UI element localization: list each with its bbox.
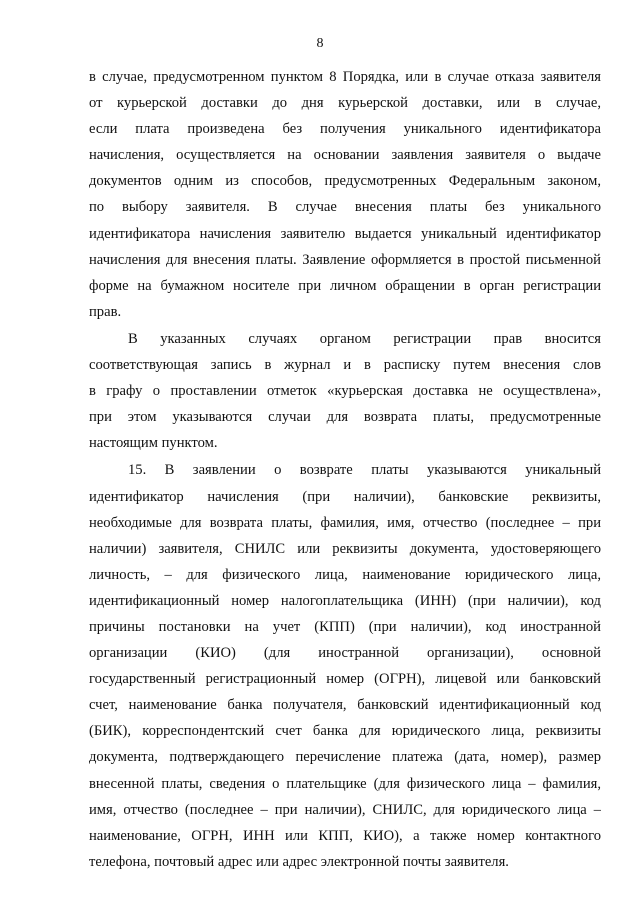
body-text (89, 64, 601, 875)
paragraph-1 (89, 64, 601, 325)
text-line: форме на бумажном носителе при личном обращении в орган регистрации (89, 277, 601, 294)
text-line: документа, подтверждающего перечисление платежа (дата, номер), размер (89, 749, 601, 766)
text-line: В указанных случаях органом регистрации прав вносится (128, 330, 601, 347)
text-line: внесенной платы, сведения о плательщике (для физического лица – фамилия, (89, 775, 601, 792)
text-line: причины постановки на учет (КПП) (при наличии), код иностранной (89, 618, 601, 635)
paragraph-2 (89, 326, 601, 456)
text-line: (БИК), корреспондентский счет банка для юридического лица, реквизиты (89, 723, 601, 740)
text-line: настоящим пунктом. (89, 435, 218, 452)
text-line: идентификатора начисления заявителю выдается уникальный идентификатор (89, 225, 601, 242)
page-number: 8 (316, 36, 324, 51)
text-line: идентификационный номер налогоплательщика (ИНН) (при наличии), код (89, 592, 601, 609)
text-line: соответствующая запись в журнал и в расписку путем внесения слов (89, 357, 601, 374)
text-line: в случае, предусмотренном пунктом 8 Порядка, или в случае отказа заявителя (89, 69, 601, 85)
text-line: организации (КИО) (для иностранной организации), основной (89, 645, 601, 662)
text-line: наименование, ОГРН, ИНН или КПП, КИО), а также номер контактного (89, 827, 601, 844)
text-line: документов одним из способов, предусмотренных Федеральным законом, (89, 173, 601, 190)
text-line: 15. В заявлении о возврате платы указываются уникальный (128, 462, 601, 479)
text-line: телефона, почтовый адрес или адрес электронной почты заявителя. (89, 853, 509, 870)
text-line: по выбору заявителя. В случае внесения платы без уникального (89, 199, 601, 216)
text-line: имя, отчество (последнее – при наличии), СНИЛС, для юридического лица – (89, 801, 601, 818)
text-line: если плата произведена без получения уникального идентификатора (89, 121, 601, 138)
text-line: счет, наименование банка получателя, банковский идентификационный код (89, 697, 601, 714)
text-line: при этом указываются случаи для возврата платы, предусмотренные (89, 409, 601, 426)
text-line: прав. (89, 303, 122, 320)
text-line: личность, – для физического лица, наименование юридического лица, (89, 566, 601, 583)
text-line: наличии) заявителя, СНИЛС или реквизиты документа, удостоверяющего (89, 540, 601, 557)
paragraph-3 (89, 457, 601, 875)
text-line: идентификатор начисления (при наличии), банковские реквизиты, (89, 488, 601, 505)
text-line: начисления для внесения платы. Заявление оформляется в простой письменной (89, 251, 601, 268)
text-line: необходимые для возврата платы, фамилия, имя, отчество (последнее – при (89, 514, 601, 531)
text-line: государственный регистрационный номер (ОГРН), лицевой или банковский (89, 671, 601, 688)
text-line: в графу о проставлении отметок «курьерская доставка не осуществлена», (89, 383, 601, 400)
text-line: от курьерской доставки до дня курьерской доставки, или в случае, (89, 95, 601, 112)
text-line: начисления, осуществляется на основании заявления заявителя о выдаче (89, 147, 601, 164)
